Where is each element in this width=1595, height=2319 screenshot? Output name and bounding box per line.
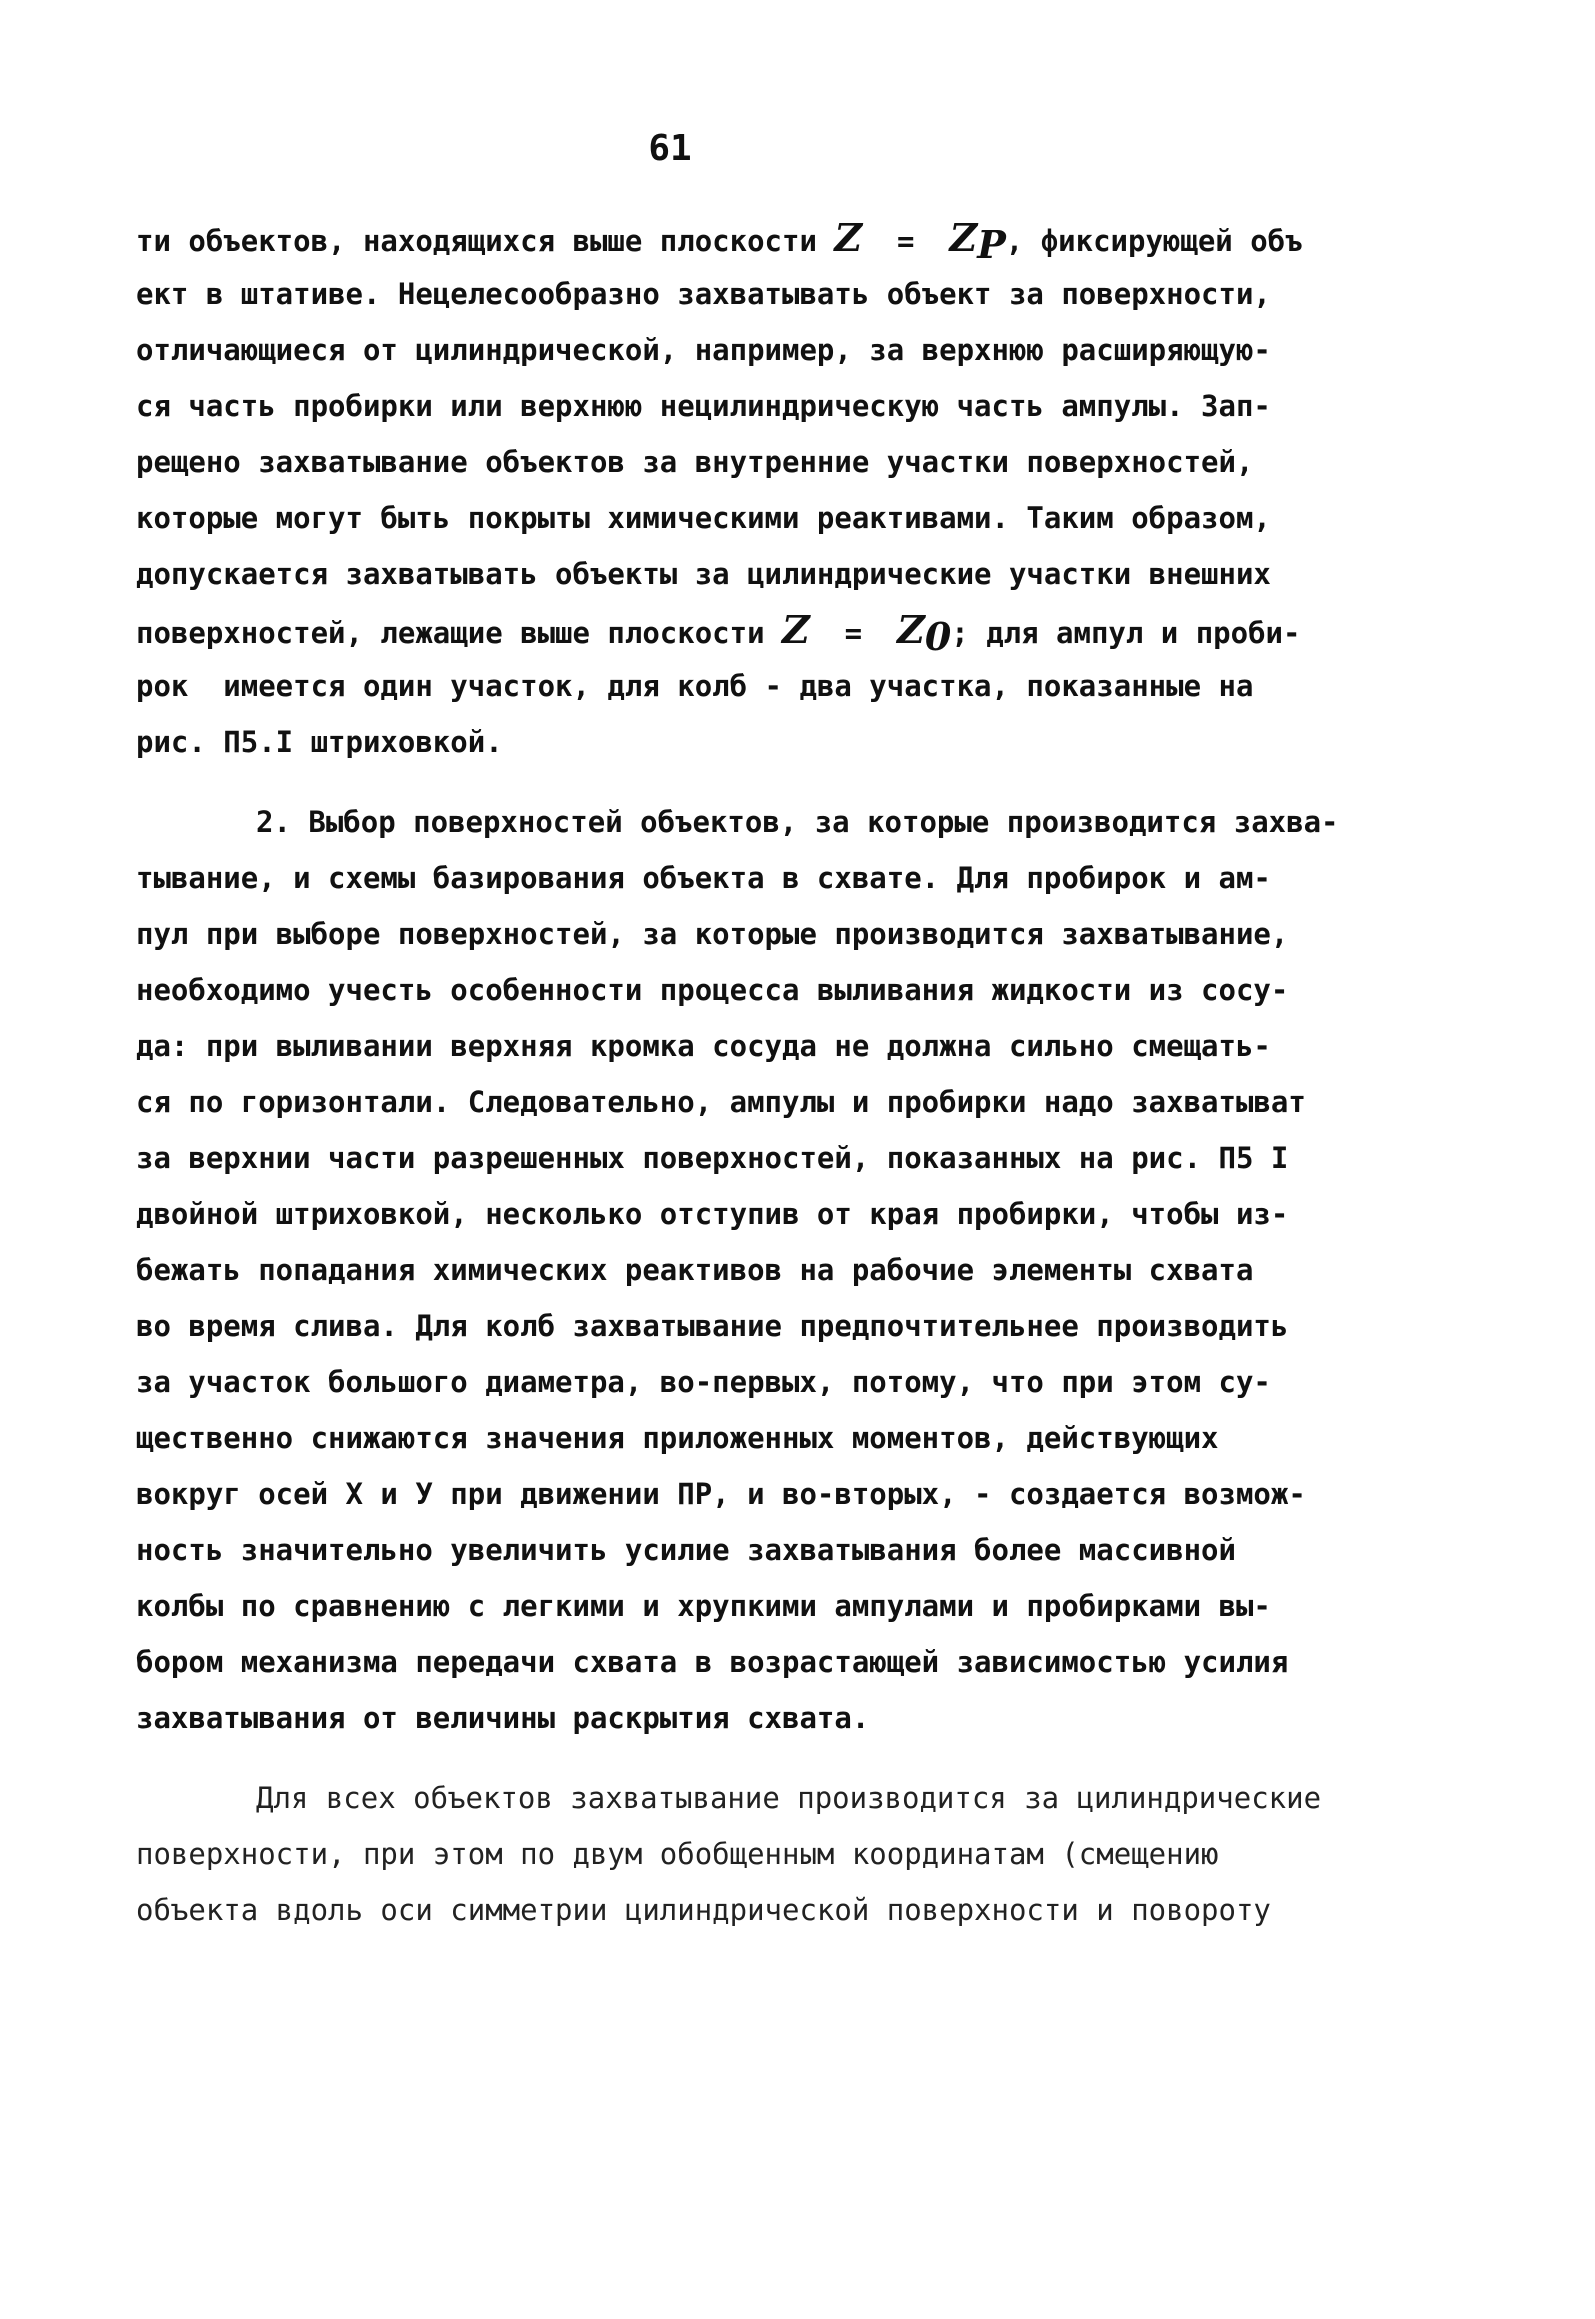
math-variable: Z <box>949 215 978 260</box>
math-operator: = <box>809 616 898 650</box>
math-subscript: 0 <box>924 613 952 659</box>
paragraph-item-2 <box>136 794 1339 1746</box>
page-number: 61 <box>648 128 692 169</box>
text-line: необходимо учесть особенности процесса выливания жидкости из сосу- <box>136 973 1289 1007</box>
text-line: рещено захватывание объектов за внутренние участки поверхностей, <box>136 445 1254 479</box>
text-line: допускается захватывать объекты за цилиндрические участки внешних <box>136 557 1271 591</box>
text-line: 2. Выбор поверхностей объектов, за которые производится захва- <box>256 805 1339 839</box>
text-line: объекта вдоль оси симметрии цилиндрической поверхности и повороту <box>136 1893 1271 1927</box>
text-line: ся часть пробирки или верхнюю нецилиндрическую часть ампулы. Зап- <box>136 389 1271 423</box>
text-line: ность значительно увеличить усилие захватывания более массивной <box>136 1533 1236 1567</box>
text-line: за участок большого диаметра, во-первых, потому, что при этом су- <box>136 1365 1271 1399</box>
text-line: захватывания от величины раскрытия схвата. <box>136 1701 870 1735</box>
text-line: да: при выливании верхняя кромка сосуда не должна сильно смещать- <box>136 1029 1271 1063</box>
text-line: тывание, и схемы базирования объекта в схвате. Для пробирок и ам- <box>136 861 1271 895</box>
text-line: отличающиеся от цилиндрической, например, за верхнюю расширяющую- <box>136 333 1271 367</box>
text-line: двойной штриховкой, несколько отступив от края пробирки, чтобы из- <box>136 1197 1289 1231</box>
line-text: ; для ампул и проби- <box>951 616 1301 650</box>
text-line: бежать попадания химических реактивов на рабочие элементы схвата <box>136 1253 1254 1287</box>
paragraph-all-objects <box>136 1770 1326 1938</box>
math-variable: Z <box>834 215 863 260</box>
text-line: колбы по сравнению с легкими и хрупкими ампулами и пробирками вы- <box>136 1589 1271 1623</box>
text-line: вокруг осей X и У при движении ПР, и во-вторых, - создается возмож- <box>136 1477 1306 1511</box>
math-variable: Z <box>782 607 810 652</box>
text-line <box>136 210 1326 266</box>
line-text: ти объектов, находящихся выше плоскости <box>136 224 835 258</box>
text-line: поверхности, при этом по двум обобщенным координатам (смещению <box>136 1837 1219 1871</box>
text-line: которые могут быть покрыты химическими реактивами. Таким образом, <box>136 501 1271 535</box>
line-text: , фиксирующей объ <box>1005 224 1303 258</box>
text-line: Для всех объектов захватывание производится за цилиндрические <box>256 1781 1322 1815</box>
text-line: бором механизма передачи схвата в возрастающей зависимостью усилия <box>136 1645 1289 1679</box>
math-variable: Z <box>897 607 925 652</box>
text-line: ся по горизонтали. Следовательно, ампулы и пробирки надо захватыват <box>136 1085 1306 1119</box>
text-line: рок имеется один участок, для колб - два участка, показанные на <box>136 669 1254 703</box>
text-line: за верхнии части разрешенных поверхностей, показанных на рис. П5 I <box>136 1141 1289 1175</box>
text-line: ект в штативе. Нецелесообразно захватывать объект за поверхности, <box>136 277 1271 311</box>
text-line <box>136 602 1326 658</box>
text-line: щественно снижаются значения приложенных моментов, действующих <box>136 1421 1219 1455</box>
math-subscript: P <box>977 221 1006 267</box>
text-line: во время слива. Для колб захватывание предпочтительнее производить <box>136 1309 1289 1343</box>
text-line: пул при выборе поверхностей, за которые производится захватывание, <box>136 917 1289 951</box>
line-text: поверхностей, лежащие выше плоскости <box>136 616 783 650</box>
text-line: рис. П5.I штриховкой. <box>136 725 503 759</box>
paragraph-continuation <box>136 210 1326 770</box>
math-operator: = <box>862 224 950 258</box>
